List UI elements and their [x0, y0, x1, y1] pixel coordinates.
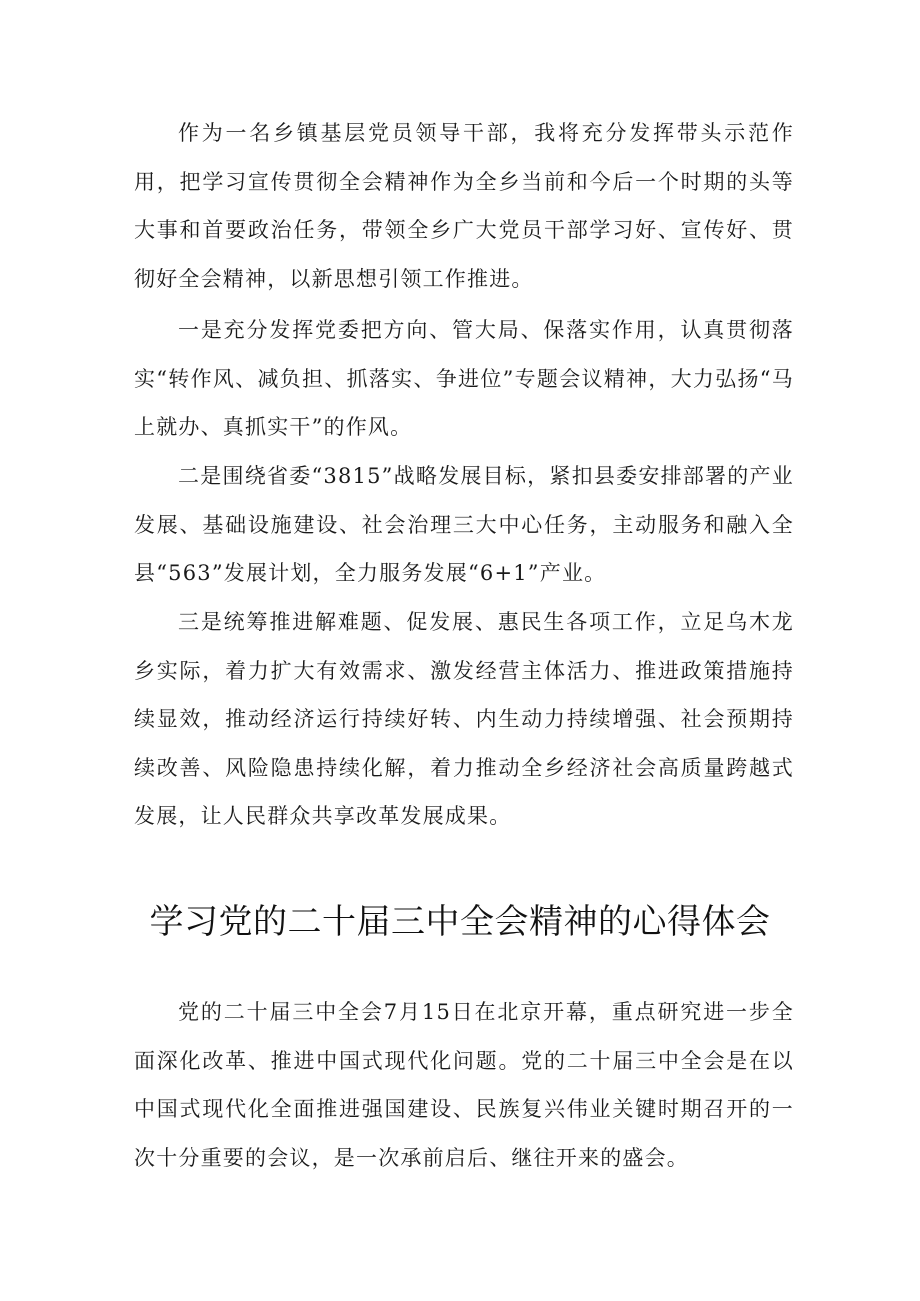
body-paragraph: 作为一名乡镇基层党员领导干部，我将充分发挥带头示范作用，把学习宣传贯彻全会精神作为全乡当前和今后一个时期的头等大事和首要政治任务，带领全乡广大党员干部学习好、宣传好、贯彻好全会精神，以新思想引领工作推进。	[134, 121, 794, 291]
body-paragraph: 二是围绕省委“3815”战略发展目标，紧扣县委安排部署的产业发展、基础设施建设、社会治理三大中心任务，主动服务和融入全县“563”发展计划，全力服务发展“6+1”产业。	[134, 464, 794, 585]
body-paragraph: 三是统筹推进解难题、促发展、惠民生各项工作，立足乌木龙乡实际，着力扩大有效需求、激发经营主体活力、推进政策措施持续显效，推动经济运行持续好转、内生动力持续增强、社会预期持续改善、风险隐患持续化解，着力推动全乡经济社会高质量跨越式发展，让人民群众共享改革发展成果。	[134, 610, 794, 828]
document-title: 学习党的二十届三中全会精神的心得体会	[149, 902, 771, 942]
body-paragraph: 党的二十届三中全会7月15日在北京开幕，重点研究进一步全面深化改革、推进中国式现代化问题。党的二十届三中全会是在以中国式现代化全面推进强国建设、民族复兴伟业关键时期召开的一次十分重要的会议，是一次承前启后、继往开来的盛会。	[134, 1000, 794, 1170]
body-paragraph: 一是充分发挥党委把方向、管大局、保落实作用，认真贯彻落实“转作风、减负担、抓落实、争进位”专题会议精神，大力弘扬“马上就办、真抓实干”的作风。	[134, 318, 794, 439]
